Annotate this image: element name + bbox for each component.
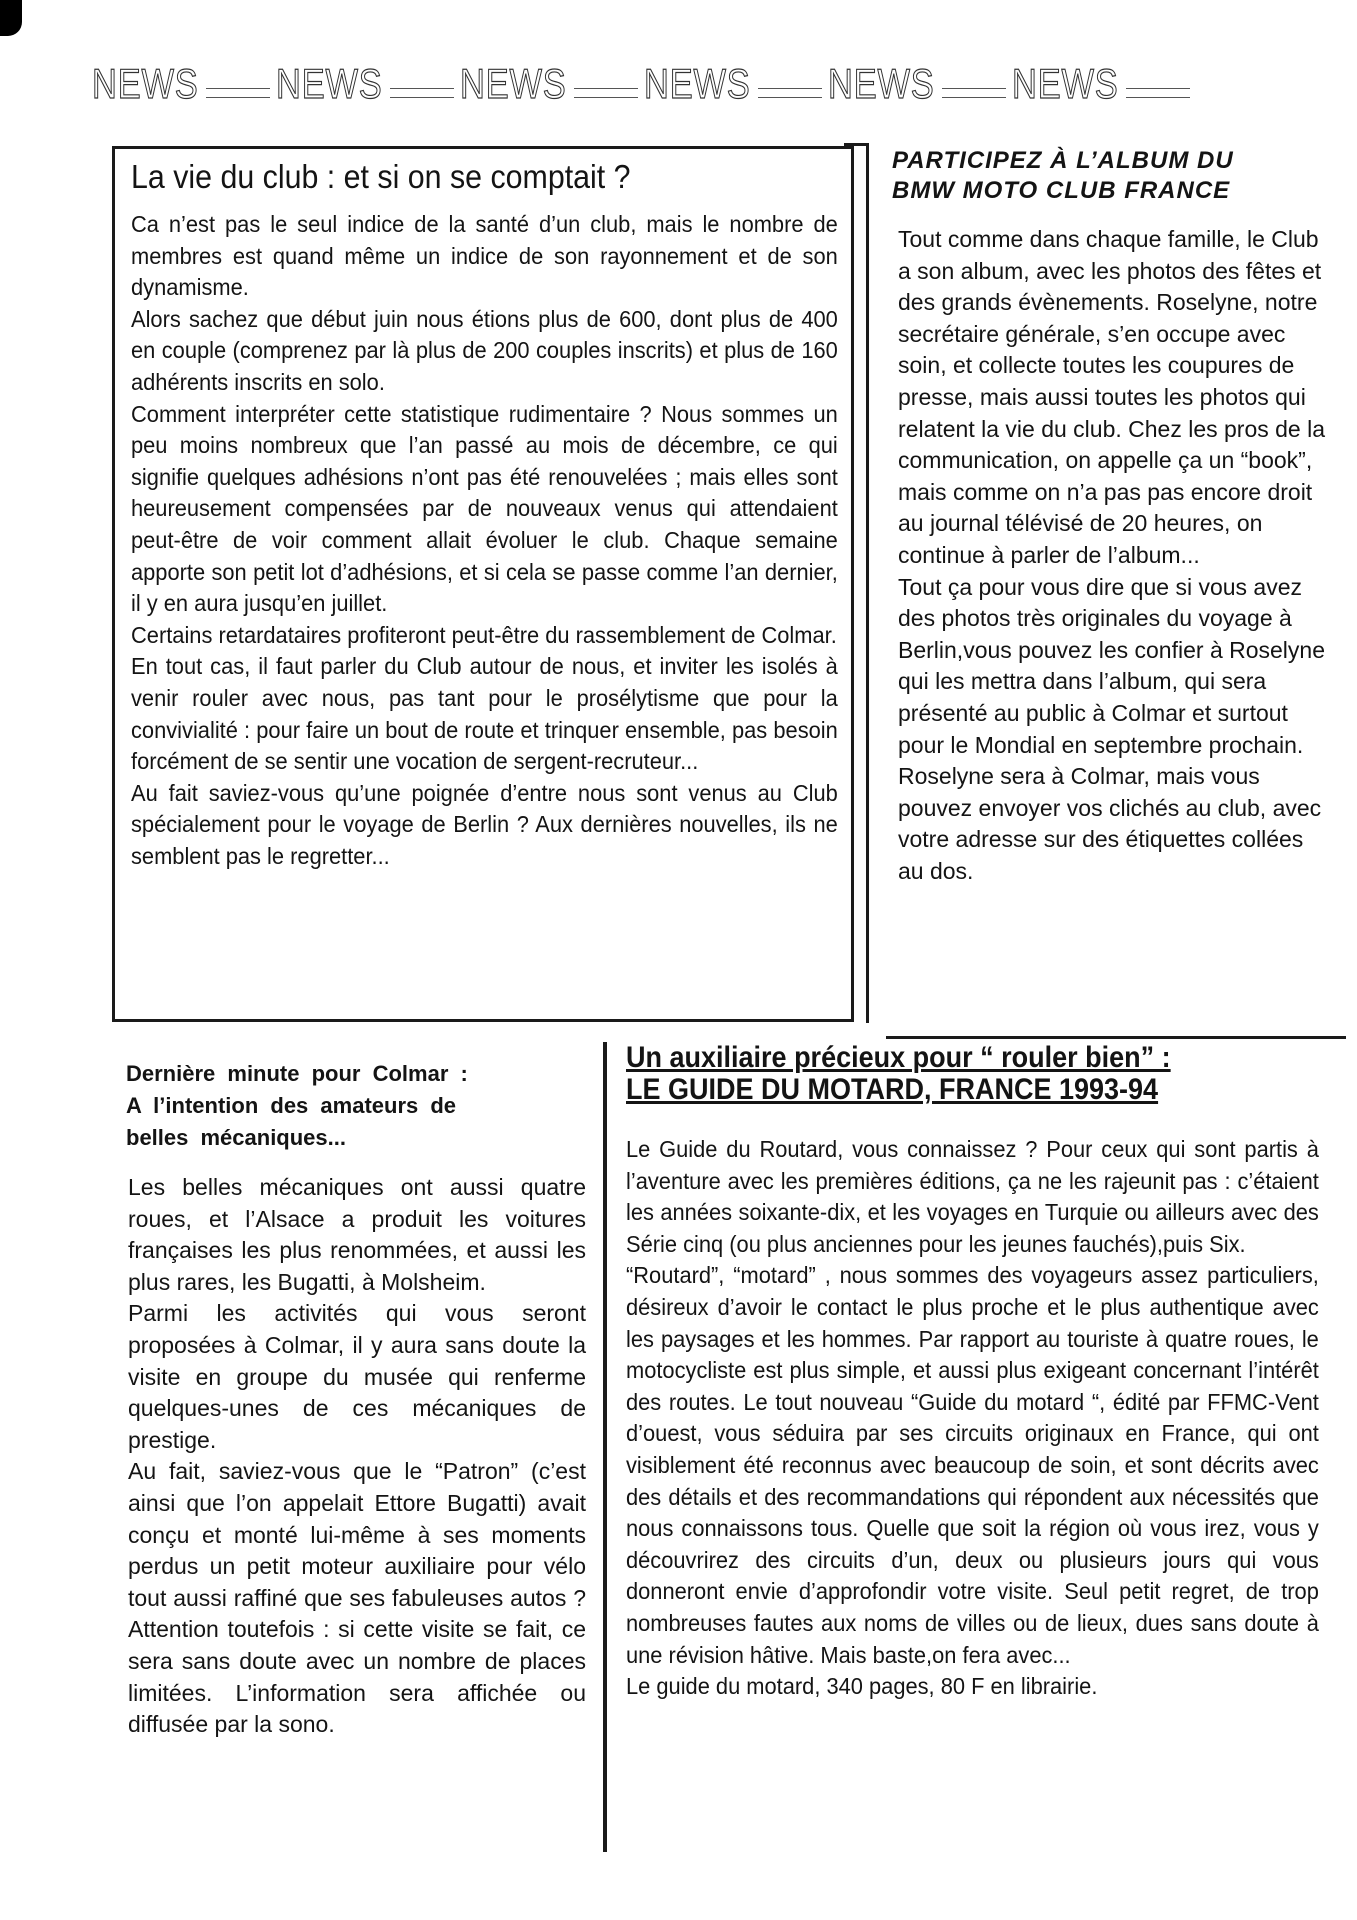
album-article-title — [892, 146, 1332, 206]
colmar-article — [126, 1058, 586, 1741]
banner-dashes — [758, 88, 822, 98]
album-title-line: PARTICIPEZ À L’ALBUM DU — [892, 147, 1234, 174]
club-paragraph: Au fait saviez-vous qu’une poignée d’entre nous sont venus au Club spécialement pour le voyage de Berlin ? Aux dernières nouvelles, ils ne semblent pas le regretter... — [131, 779, 838, 869]
album-paragraph: Tout ça pour vous dire que si vous avez des photos très originales du voyage à Berlin,vous pouvez les confier à Roselyne qui les mettra dans l’album, qui sera présenté au public à Colmar et surtout pour le Mondial en septembre prochain. Roselyne sera à Colmar, mais vous pouvez envoyer vos clichés au club, avec votre adresse sur des étiquettes collées au dos. — [898, 573, 1326, 884]
guide-paragraph: Le Guide du Routard, vous connaissez ? Pour ceux qui sont partis à l’aventure avec les premières éditions, ça ne les rajeunit pas : c’étaient les années soixante-dix, et les voyages en Turquie ou ailleurs avec des Série cinq (ou plus anciennes pour les jeunes fauchés),puis Six. — [626, 1136, 1319, 1257]
album-paragraph: Tout comme dans chaque famille, le Club a son album, avec les photos des fêtes et des grands évènements. Roselyne, notre secrétaire générale, s’en occupe avec soin, et collecte toutes les coupures de presse, mais aussi toutes les photos qui relatent la vie du club. Chez les pros de la communication, on appelle ça un “book”, mais comme on n’a pas pas encore droit au journal télévisé de 20 heures, on continue à parler de l’album... — [898, 226, 1326, 568]
banner-dashes — [390, 88, 454, 98]
album-article-body — [898, 224, 1332, 887]
colmar-paragraph: Les belles mécaniques ont aussi quatre roues, et l’Alsace a produit les voitures françaises les plus renommées, et aussi les plus rares, les Bugatti, à Molsheim. — [128, 1174, 586, 1295]
scan-corner-mark — [0, 0, 22, 36]
colmar-article-body — [126, 1172, 586, 1741]
colmar-article-title — [126, 1058, 586, 1154]
colmar-title-line: A l’intention des amateurs de — [126, 1093, 457, 1118]
guide-article — [626, 1042, 1326, 1703]
club-article — [112, 146, 854, 1022]
news-banner — [92, 60, 1342, 108]
banner-dashes — [574, 88, 638, 98]
guide-title-line: Un auxiliaire précieux pour “ rouler bien” : — [626, 1041, 1171, 1074]
banner-dashes — [942, 88, 1006, 98]
club-paragraph: Certains retardataires profiteront peut-être du rassemblement de Colmar. — [131, 621, 837, 648]
album-article — [892, 146, 1332, 887]
section-rule — [886, 1036, 1346, 1039]
club-paragraph: En tout cas, il faut parler du Club autour de nous, et inviter les isolés à venir rouler avec nous, pas tant pour le prosélytisme que pour la convivialité : pour faire un bout de route et trinquer ensemble, pas besoin forcément de se sentir une vocation de sergent-recruteur... — [131, 653, 838, 775]
guide-paragraph: Le guide du motard, 340 pages, 80 F en librairie. — [626, 1673, 1098, 1700]
banner-dashes — [1126, 88, 1190, 98]
guide-paragraph: “Routard”, “motard” , nous sommes des voyageurs assez particuliers, désireux d’avoir le contact le plus proche et le plus authentique avec les paysages et les hommes. Par rapport au touriste à quatre roues, le motocycliste est plus simple, et aussi plus exigeant concernant l’intérêt des routes. Le tout nouveau “Guide du motard “, édité par FFMC-Vent d’ouest, vous séduira par ses circuits originaux en France, qui ont visiblement été reconnus avec beaucoup de soin, et sont décrits avec des détails et des recommandations qui répondent aux nécessités que nous connaissons tous. Quelle que soit la région où vous irez, vous y découvrirez des circuits d’un, deux ou plusieurs jours qui vous donneront envie d’approfondir votre visite. Seul petit regret, de trop nombreuses fautes aux noms de villes ou de lieux, dues sans doute à une révision hâtive. Mais baste,on fera avec... — [626, 1262, 1319, 1668]
album-title-line: BMW MOTO CLUB FRANCE — [892, 177, 1231, 204]
colmar-title-line: belles mécaniques... — [126, 1125, 346, 1150]
banner-word: NEWS — [276, 60, 383, 107]
club-paragraph: Alors sachez que début juin nous étions plus de 600, dont plus de 400 en couple (comprenez par là plus de 200 couples inscrits) et plus de 160 adhérents inscrits en solo. — [131, 305, 838, 395]
club-paragraph: Ca n’est pas le seul indice de la santé d’un club, mais le nombre de membres est quand même un indice de son rayonnement et de son dynamisme. — [131, 211, 838, 301]
banner-word: NEWS — [92, 60, 199, 107]
club-article-title: La vie du club : et si on se comptait ? — [131, 158, 631, 195]
frame-line — [866, 143, 869, 1023]
guide-article-body — [626, 1134, 1319, 1703]
club-paragraph: Comment interpréter cette statistique rudimentaire ? Nous sommes un peu moins nombreux que l’an passé au mois de décembre, ce qui signifie quelques adhésions n’ont pas été renouvelées ; mais elles sont heureusement compensées par de nouveaux venus qui attendaient peut-être de voir comment allait évoluer le club. Chaque semaine apporte son petit lot d’adhésions, et si cela se passe comme l’an dernier, il y en aura jusqu’en juillet. — [131, 400, 838, 617]
column-divider — [603, 1042, 607, 1852]
colmar-paragraph: Parmi les activités qui vous seront proposées à Colmar, il y aura sans doute la visite en groupe du musée qui renferme quelques-unes de ces mécaniques de prestige. — [128, 1300, 586, 1453]
guide-title-line: LE GUIDE DU MOTARD, FRANCE 1993-94 — [626, 1073, 1159, 1106]
banner-word: NEWS — [460, 60, 567, 107]
guide-article-title — [626, 1042, 1319, 1106]
banner-dashes — [206, 88, 270, 98]
colmar-paragraph: Au fait, saviez-vous que le “Patron” (c’est ainsi que l’on appelait Ettore Bugatti) avait conçu et monté lui-même à ses moments perdus un petit moteur auxiliaire pour vélo tout aussi raffiné que ses fabuleuses autos ?Attention toutefois : si cette visite se fait, ce sera sans doute avec un nombre de places limitées. L’information sera affichée ou diffusée par la sono. — [128, 1458, 586, 1738]
club-article-body — [131, 209, 838, 872]
colmar-title-line: Dernière minute pour Colmar : — [126, 1061, 468, 1086]
banner-word: NEWS — [644, 60, 751, 107]
banner-word: NEWS — [1012, 60, 1119, 107]
banner-word: NEWS — [828, 60, 935, 107]
